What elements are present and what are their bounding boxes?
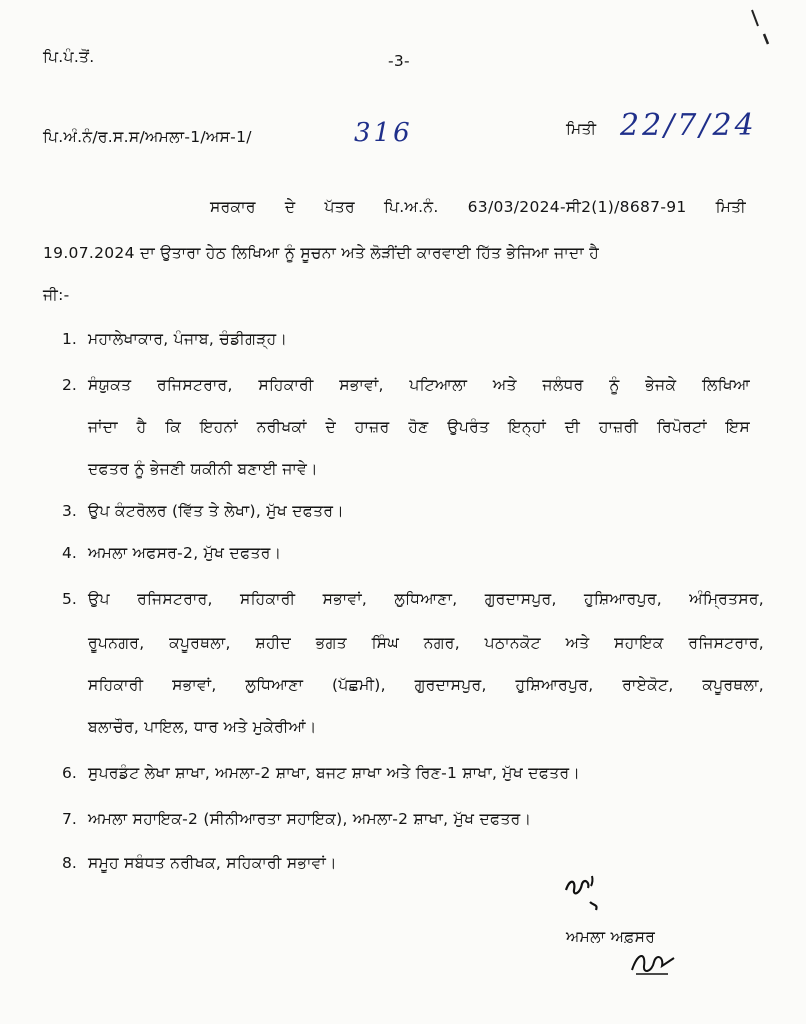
item-line: ਮਹਾਲੇਖਾਕਾਰ, ਪੰਜਾਬ, ਚੰਡੀਗੜ੍ਹ। xyxy=(88,330,288,348)
item-line: ਦਫਤਰ ਨੂੰ ਭੇਜਣੀ ਯਕੀਨੀ ਬਣਾਈ ਜਾਵੇ। xyxy=(88,460,318,478)
item-line: ਰੂਪਨਗਰ, ਕਪੂਰਥਲਾ, ਸ਼ਹੀਦ ਭਗਤ ਸਿੰਘ ਨਗਰ, ਪਠਾਨਕੋਟ ਅਤੇ ਸਹਾਇਕ ਰਜਿਸਟਰਾਰ, xyxy=(88,634,764,652)
item-line: ਜਾਂਦਾ ਹੈ ਕਿ ਇਹਨਾਂ ਨਰੀਖਕਾਂ ਦੇ ਹਾਜ਼ਰ ਹੋਣ ਉਪਰੰਤ ਇਨ੍ਹਾਂ ਦੀ ਹਾਜ਼ਰੀ ਰਿਪੋਰਟਾਂ ਇਸ xyxy=(88,418,750,436)
item-line: ਸਹਿਕਾਰੀ ਸਭਾਵਾਂ, ਲੁਧਿਆਣਾ (ਪੱਛਮੀ), ਗੁਰਦਾਸਪੁਰ, ਹੁਸ਼ਿਆਰਪੁਰ, ਰਾਏਕੋਟ, ਕਪੂਰਥਲਾ, xyxy=(88,676,764,694)
reference-number: 316 xyxy=(354,118,413,148)
item-line: ਸੁਪਰਡੰਟ ਲੇਖਾ ਸ਼ਾਖਾ, ਅਮਲਾ-2 ਸ਼ਾਖਾ, ਬਜਟ ਸ਼ਾਖਾ ਅਤੇ ਰਿਣ-1 ਸ਼ਾਖਾ, ਮੁੱਖ ਦਫਤਰ। xyxy=(88,764,581,782)
signature-title: ਅਮਲਾ ਅਫ਼ਸਰ xyxy=(566,928,656,946)
item-number: 6. xyxy=(62,764,77,782)
item-line: ਉਪ ਕੰਟਰੋਲਰ (ਵਿੱਤ ਤੇ ਲੇਖਾ), ਮੁੱਖ ਦਫਤਰ। xyxy=(88,502,345,520)
signature-scribble-icon xyxy=(560,868,620,924)
item-number: 5. xyxy=(62,590,77,608)
item-line: ਉਪ ਰਜਿਸਟਰਾਰ, ਸਹਿਕਾਰੀ ਸਭਾਵਾਂ, ਲੁਧਿਆਣਾ, ਗੁਰਦਾਸਪੁਰ, ਹੁਸ਼ਿਆਰਪੁਰ, ਅੰਮ੍ਰਿਤਸਰ, xyxy=(88,590,764,608)
item-number: 4. xyxy=(62,544,77,562)
intro-line-2: 19.07.2024 ਦਾ ਉਤਾਰਾ ਹੇਠ ਲਿਖਿਆ ਨੂੰ ਸੂਚਨਾ ਅਤੇ ਲੋੜੀਂਦੀ ਕਾਰਵਾਈ ਹਿੱਤ ਭੇਜਿਆ ਜਾਦਾ ਹੈ xyxy=(43,244,600,262)
reference-prefix: ਪਿ.ਅੰ.ਨੰ/ਰ.ਸ.ਸ/ਅਮਲਾ-1/ਅਸ-1/ xyxy=(43,128,252,146)
initials-scribble-icon xyxy=(628,944,680,980)
item-number: 7. xyxy=(62,810,77,828)
item-line: ਸਮੂਹ ਸਬੰਧਤ ਨਰੀਖਕ, ਸਹਿਕਾਰੀ ਸਭਾਵਾਂ। xyxy=(88,854,337,872)
intro-line-3: ਜੀ:- xyxy=(43,286,70,304)
item-number: 3. xyxy=(62,502,77,520)
date-value: 22/7/24 xyxy=(620,108,757,143)
item-number: 2. xyxy=(62,376,77,394)
item-number: 1. xyxy=(62,330,77,348)
item-line: ਸੰਯੁਕਤ ਰਜਿਸਟਰਾਰ, ਸਹਿਕਾਰੀ ਸਭਾਵਾਂ, ਪਟਿਆਲਾ ਅਤੇ ਜਲੰਧਰ ਨੂੰ ਭੇਜਕੇ ਲਿਖਿਆ xyxy=(88,376,750,394)
date-label: ਮਿਤੀ xyxy=(566,120,597,138)
item-number: 8. xyxy=(62,854,77,872)
intro-line-1: ਸਰਕਾਰ ਦੇ ਪੱਤਰ ਪਿ.ਅ.ਨੰ. 63/03/2024-ਸੀ2(1)/8687-91 ਮਿਤੀ xyxy=(210,198,746,216)
header-left: ਪਿ.ਪੰ.ਤੋਂ. xyxy=(43,48,95,66)
corner-mark-icon xyxy=(746,8,776,50)
item-line: ਬਲਾਚੌਰ, ਪਾਇਲ, ਧਾਰ ਅਤੇ ਮੁਕੇਰੀਆਂ। xyxy=(88,718,317,736)
item-line: ਅਮਲਾ ਸਹਾਇਕ-2 (ਸੀਨੀਆਰਤਾ ਸਹਾਇਕ), ਅਮਲਾ-2 ਸ਼ਾਖਾ, ਮੁੱਖ ਦਫਤਰ। xyxy=(88,810,532,828)
page-number: -3- xyxy=(388,52,410,70)
item-line: ਅਮਲਾ ਅਫਸਰ-2, ਮੁੱਖ ਦਫਤਰ। xyxy=(88,544,282,562)
